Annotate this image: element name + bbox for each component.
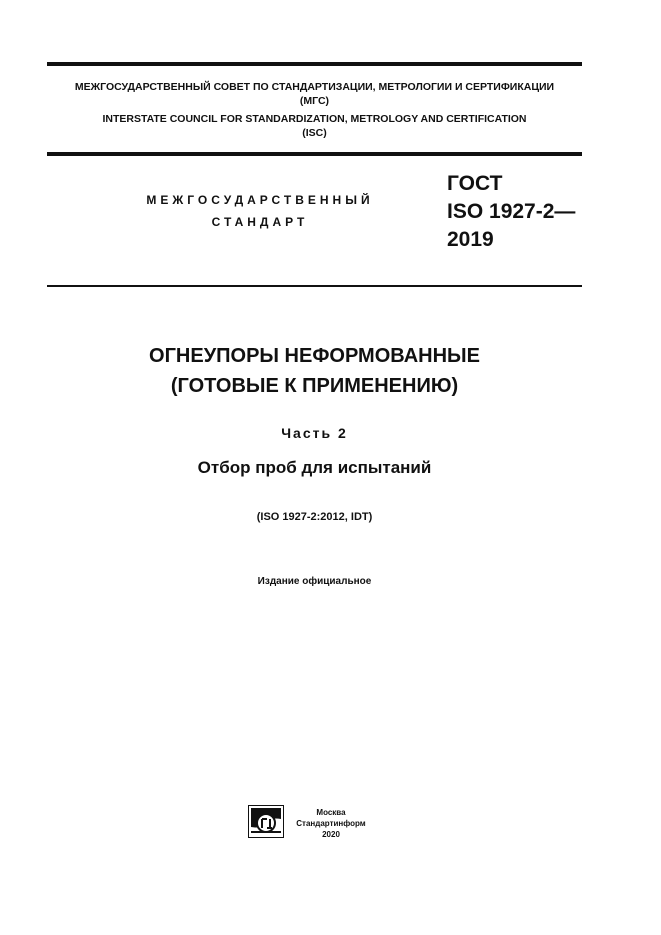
top-rule bbox=[47, 62, 582, 66]
gost-iso-number: ISO 1927-2— bbox=[447, 200, 576, 223]
edition-note: Издание официальное bbox=[257, 576, 372, 587]
council-en-abbr: (ISC) bbox=[302, 127, 327, 139]
council-ru-abbr: (МГС) bbox=[299, 95, 330, 107]
gost-year: 2019 bbox=[447, 228, 494, 251]
publisher-block bbox=[296, 807, 366, 840]
document-subtitle: Отбор проб для испытаний bbox=[197, 458, 432, 477]
part-label: Часть 2 bbox=[281, 425, 348, 441]
standard-kind-line2: СТАНДАРТ bbox=[211, 215, 309, 229]
gost-designation bbox=[447, 170, 575, 254]
publisher-year: 2020 bbox=[322, 830, 340, 839]
standard-kind bbox=[100, 189, 420, 233]
iso-reference: (ISO 1927-2:2012, IDT) bbox=[256, 511, 373, 523]
gost-label: ГОСТ bbox=[447, 172, 503, 195]
publisher-name: Стандартинформ bbox=[296, 819, 366, 828]
council-bottom-rule bbox=[47, 152, 582, 156]
header-bottom-rule bbox=[47, 285, 582, 287]
standartinform-logo-icon bbox=[248, 805, 284, 838]
title-line1: ОГНЕУПОРЫ НЕФОРМОВАННЫЕ bbox=[149, 345, 480, 367]
publisher-city: Москва bbox=[316, 808, 346, 817]
document-title bbox=[47, 341, 582, 401]
council-ru-name: МЕЖГОСУДАРСТВЕННЫЙ СОВЕТ ПО СТАНДАРТИЗАЦИИ, МЕТРОЛОГИИ И СЕРТИФИКАЦИИ bbox=[74, 81, 555, 93]
council-en-name: INTERSTATE COUNCIL FOR STANDARDIZATION, METROLOGY AND CERTIFICATION bbox=[102, 113, 527, 125]
standard-kind-line1: МЕЖГОСУДАРСТВЕННЫЙ bbox=[146, 193, 374, 207]
council-block bbox=[47, 80, 582, 140]
title-line2: (ГОТОВЫЕ К ПРИМЕНЕНИЮ) bbox=[170, 375, 459, 397]
